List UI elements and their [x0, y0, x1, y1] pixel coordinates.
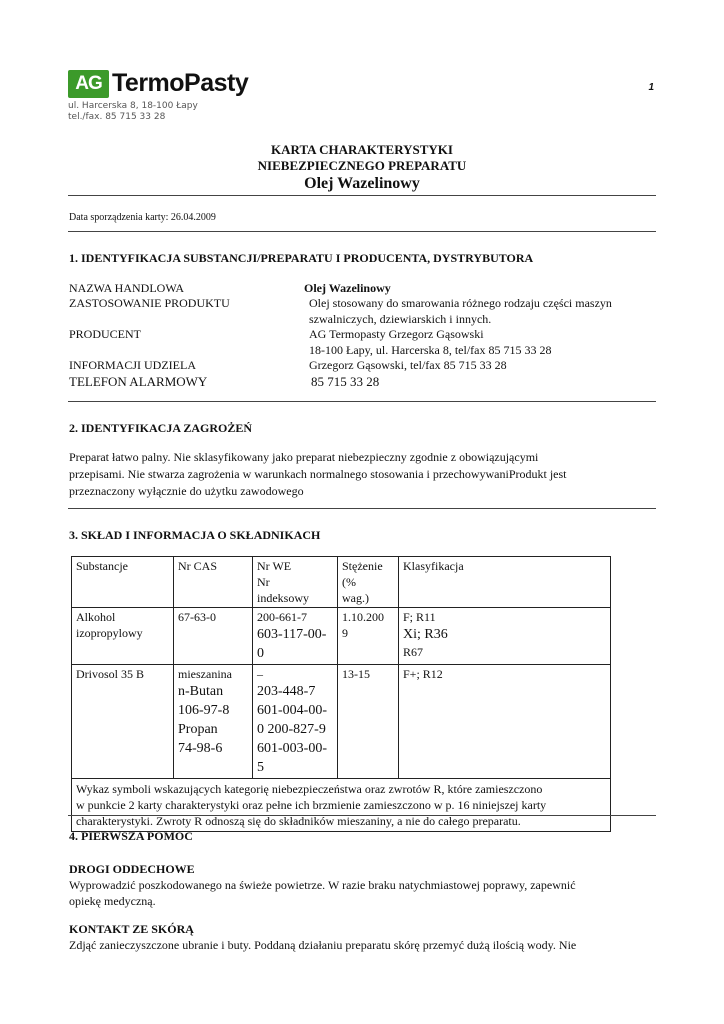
company-logo-mark: AG: [68, 70, 109, 98]
divider: [68, 195, 656, 196]
hazard-text-line3: przeznaczony wyłącznie do użytku zawodowego: [69, 484, 304, 498]
footnote-line: w punkcie 2 karty charakterystyki oraz pełne ich brzmienie zamieszczono w p. 16 niniejszej karty: [76, 798, 547, 812]
column-header-line: Nr WE: [257, 559, 292, 573]
doc-title-line2: NIEBEZPIECZNEGO PREPARATU: [257, 158, 467, 173]
airways-text-line1: Wyprowadzić poszkodowanego na świeże powietrze. W razie braku natychmiastowej poprawy, zapewnić: [69, 878, 576, 892]
hazard-text-line1: Preparat łatwo palny. Nie sklasyfikowany jako preparat niebezpieczny zgodnie z obowiązującymi: [69, 450, 539, 464]
cell-line: R67: [403, 645, 424, 659]
cell-concentration: [338, 608, 399, 665]
column-header: Substancje: [72, 557, 174, 608]
cell-line: 603-117-00-: [257, 627, 327, 642]
field-value-producer-address: 18-100 Łapy, ul. Harcerska 8, tel/fax 85 715 33 28: [309, 343, 552, 357]
company-phone: tel./fax. 85 715 33 28: [68, 112, 166, 122]
cell-line: 601-003-00-: [257, 741, 327, 756]
cell-line: 74-98-6: [178, 741, 223, 756]
column-header-line: Nr: [257, 575, 270, 589]
field-value-usage: Olej stosowany do smarowania różnego rodzaju części maszyn: [309, 296, 612, 310]
table-footnote: [72, 779, 611, 832]
cell-line: 106-97-8: [178, 703, 230, 718]
cell-cas: [174, 608, 253, 665]
column-header-line: indeksowy: [257, 591, 309, 605]
field-value-contact: Grzegorz Gąsowski, tel/fax 85 715 33 28: [309, 358, 507, 372]
cell-line: n-Butan: [178, 684, 224, 699]
company-address: ul. Harcerska 8, 18-100 Łapy: [68, 101, 198, 111]
cell-line: –: [257, 667, 263, 681]
field-value-emergency-phone: 85 715 33 28: [311, 374, 380, 389]
field-value-usage-cont: szwalniczych, dziewiarskich i innych.: [309, 312, 492, 326]
cell-line: 0 200-827-9: [257, 722, 326, 737]
section-1-heading: 1. IDENTYFIKACJA SUBSTANCJI/PREPARATU I PRODUCENTA, DYSTRYBUTORA: [69, 251, 534, 265]
skin-text-line1: Zdjąć zanieczyszczone ubranie i buty. Poddaną działaniu preparatu skórę przemyć dużą ilością wody. Nie: [69, 938, 577, 952]
cell-line: Xi; R36: [403, 627, 448, 642]
cell-we: [253, 665, 338, 779]
cell-substance: [72, 665, 174, 779]
page-number: 1: [648, 82, 654, 93]
column-header: [253, 557, 338, 608]
cell-line: 9: [342, 626, 348, 640]
field-label-producer: PRODUCENT: [69, 327, 142, 341]
footnote-line: charakterystyki. Zwroty R odnoszą się do składników mieszaniny, a nie do całego preparatu.: [76, 814, 521, 828]
cell-classification: [399, 608, 611, 665]
airways-text-line2: opiekę medyczną.: [69, 894, 156, 908]
field-label-emergency-phone: TELEFON ALARMOWY: [69, 374, 208, 389]
column-header: [338, 557, 399, 608]
column-header-line: wag.): [342, 591, 369, 605]
cell-line: 5: [257, 760, 264, 775]
subheading-airways: DROGI ODDECHOWE: [69, 862, 195, 876]
cell-we: [253, 608, 338, 665]
field-label-usage: ZASTOSOWANIE PRODUKTU: [69, 296, 230, 310]
column-header: Nr CAS: [174, 557, 253, 608]
field-label-contact: INFORMACJI UDZIELA: [69, 358, 196, 372]
cell-line: izopropylowy: [76, 626, 143, 640]
cell-line: 601-004-00-: [257, 703, 327, 718]
date-line: Data sporządzenia karty: 26.04.2009: [69, 212, 216, 223]
cell-line: F; R11: [403, 610, 436, 624]
cell-substance: [72, 608, 174, 665]
cell-line: 200-661-7: [257, 610, 307, 624]
column-header: Klasyfikacja: [399, 557, 611, 608]
cell-line: 0: [257, 646, 264, 661]
section-2-heading: 2. IDENTYFIKACJA ZAGROŻEŃ: [69, 421, 253, 435]
cell-line: 203-448-7: [257, 684, 316, 699]
divider: [68, 231, 656, 232]
cell-line: Drivosol 35 B: [76, 667, 145, 681]
cell-cas: [174, 665, 253, 779]
company-logo-name: TermoPasty: [112, 69, 249, 97]
table-row: [72, 665, 611, 779]
cell-concentration: [338, 665, 399, 779]
divider: [68, 508, 656, 509]
divider: [68, 815, 656, 816]
cell-line: 1.10.200: [342, 610, 384, 624]
cell-classification: [399, 665, 611, 779]
divider: [68, 401, 656, 402]
cell-line: 13-15: [342, 667, 370, 681]
product-title: Olej Wazelinowy: [304, 175, 420, 192]
composition-table: [71, 556, 611, 832]
table-header-row: [72, 557, 611, 608]
cell-line: 67-63-0: [178, 610, 216, 624]
cell-line: F+; R12: [403, 667, 443, 681]
table-footnote-row: [72, 779, 611, 832]
footnote-line: Wykaz symboli wskazujących kategorię niebezpieczeństwa oraz zwrotów R, które zamieszczono: [76, 782, 543, 796]
section-4-heading: 4. PIERWSZA POMOC: [69, 829, 193, 843]
field-label-trade-name: NAZWA HANDLOWA: [69, 281, 184, 295]
field-value-producer: AG Termopasty Grzegorz Gąsowski: [309, 327, 484, 341]
column-header-line: Stężenie: [342, 559, 383, 573]
field-value-trade-name: Olej Wazelinowy: [304, 281, 391, 295]
column-header-line: (%: [342, 575, 356, 589]
cell-line: Propan: [178, 722, 218, 737]
subheading-skin: KONTAKT ZE SKÓRĄ: [69, 922, 194, 936]
cell-line: Alkohol: [76, 610, 116, 624]
section-3-heading: 3. SKŁAD I INFORMACJA O SKŁADNIKACH: [69, 528, 321, 542]
hazard-text-line2: przepisami. Nie stwarza zagrożenia w warunkach normalnego stosowania i przechowywaniProdukt jest: [69, 467, 567, 481]
cell-line: mieszanina: [178, 667, 232, 681]
doc-title-line1: KARTA CHARAKTERYSTYKI: [271, 142, 453, 157]
table-row: [72, 608, 611, 665]
